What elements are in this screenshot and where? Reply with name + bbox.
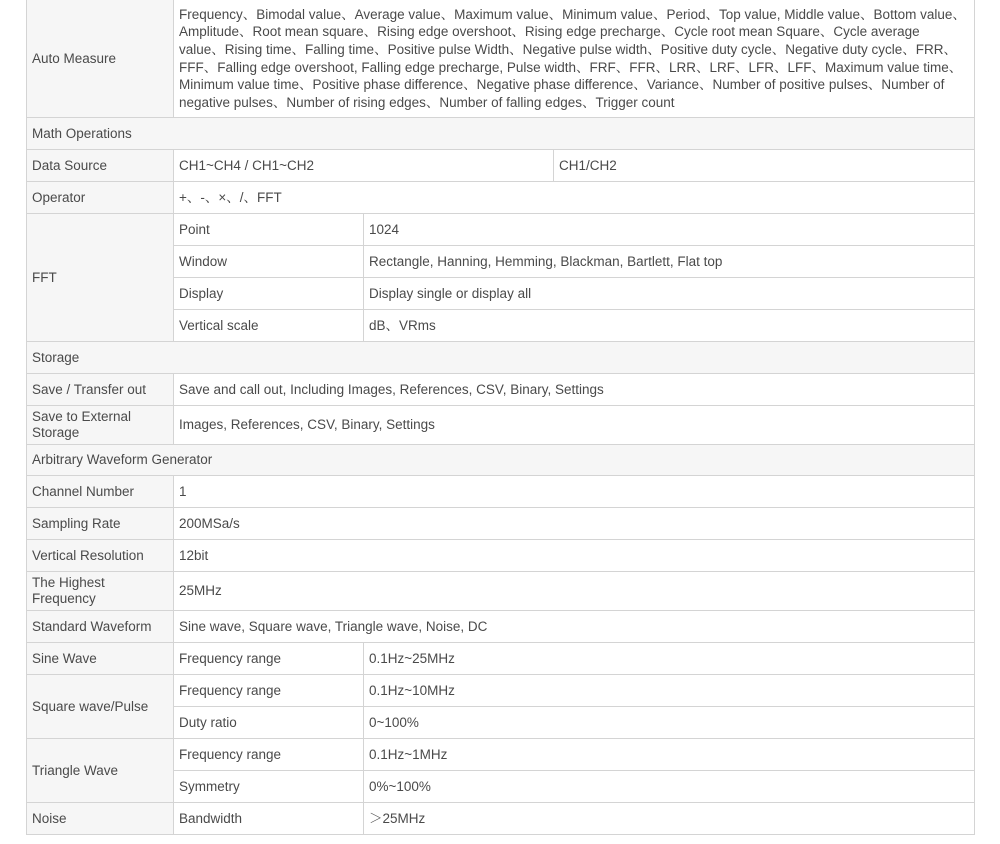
sine-frequency-label: Frequency range	[174, 643, 364, 675]
data-source-row	[27, 150, 975, 182]
data-source-value-b: CH1/CH2	[554, 150, 975, 182]
spec-table	[26, 0, 975, 835]
auto-measure-row	[27, 0, 975, 118]
square-wave-label: Square wave/Pulse	[27, 675, 174, 739]
awg-heading-row	[27, 445, 975, 476]
data-source-value-a: CH1~CH4 / CH1~CH2	[174, 150, 554, 182]
fft-display-value: Display single or display all	[364, 278, 975, 310]
fft-vertical-scale-label: Vertical scale	[174, 310, 364, 342]
save-external-label: Save to External Storage	[27, 406, 174, 445]
fft-vertical-scale-value: dB、VRms	[364, 310, 975, 342]
fft-display-label: Display	[174, 278, 364, 310]
awg-heading: Arbitrary Waveform Generator	[27, 445, 975, 476]
fft-point-label: Point	[174, 214, 364, 246]
auto-measure-label: Auto Measure	[27, 0, 174, 118]
square-duty-label: Duty ratio	[174, 707, 364, 739]
auto-measure-value: Frequency、Bimodal value、Average value、Maximum value、Minimum value、Period、Top value, Middle value、Bottom value、Amplitude、Root mean square、Rising edge overshoot、Rising edge precharge、Cycle root mean Square、Cycle average value、Rising time、Falling time、Positive pulse Width、Negative pulse width、Positive duty cycle、Negative duty cycle、FRR、FFF、Falling edge overshoot, Falling edge precharge, Pulse width、FRF、FFR、LRR、LRF、LFR、LFF、Maximum value time、Minimum value time、Positive phase difference、Negative phase difference、Variance、Number of positive pulses、Number of negative pulses、Number of rising edges、Number of falling edges、Trigger count	[174, 0, 975, 118]
save-transfer-value: Save and call out, Including Images, References, CSV, Binary, Settings	[174, 374, 975, 406]
fft-window-value: Rectangle, Hanning, Hemming, Blackman, Bartlett, Flat top	[364, 246, 975, 278]
triangle-frequency-row	[27, 739, 975, 771]
operator-label: Operator	[27, 182, 174, 214]
math-operations-heading: Math Operations	[27, 118, 975, 150]
triangle-wave-label: Triangle Wave	[27, 739, 174, 803]
save-transfer-row	[27, 374, 975, 406]
data-source-label: Data Source	[27, 150, 174, 182]
fft-row-point	[27, 214, 975, 246]
math-heading-row	[27, 118, 975, 150]
noise-bandwidth-value: ＞25MHz	[364, 803, 975, 835]
noise-bandwidth-label: Bandwidth	[174, 803, 364, 835]
save-transfer-label: Save / Transfer out	[27, 374, 174, 406]
channel-number-value: 1	[174, 476, 975, 508]
triangle-frequency-label: Frequency range	[174, 739, 364, 771]
operator-row	[27, 182, 975, 214]
square-frequency-label: Frequency range	[174, 675, 364, 707]
channel-number-row	[27, 476, 975, 508]
standard-waveform-row	[27, 611, 975, 643]
fft-point-value: 1024	[364, 214, 975, 246]
sine-frequency-value: 0.1Hz~25MHz	[364, 643, 975, 675]
highest-frequency-value: 25MHz	[174, 572, 975, 611]
standard-waveform-label: Standard Waveform	[27, 611, 174, 643]
standard-waveform-value: Sine wave, Square wave, Triangle wave, Noise, DC	[174, 611, 975, 643]
storage-heading: Storage	[27, 342, 975, 374]
fft-window-label: Window	[174, 246, 364, 278]
save-external-row	[27, 406, 975, 445]
noise-row	[27, 803, 975, 835]
sampling-rate-row	[27, 508, 975, 540]
sine-wave-label: Sine Wave	[27, 643, 174, 675]
operator-value: +、-、×、/、FFT	[174, 182, 975, 214]
square-frequency-value: 0.1Hz~10MHz	[364, 675, 975, 707]
vertical-resolution-row	[27, 540, 975, 572]
highest-frequency-label: The Highest Frequency	[27, 572, 174, 611]
triangle-frequency-value: 0.1Hz~1MHz	[364, 739, 975, 771]
triangle-symmetry-value: 0%~100%	[364, 771, 975, 803]
sampling-rate-label: Sampling Rate	[27, 508, 174, 540]
save-external-value: Images, References, CSV, Binary, Settings	[174, 406, 975, 445]
vertical-resolution-value: 12bit	[174, 540, 975, 572]
vertical-resolution-label: Vertical Resolution	[27, 540, 174, 572]
sampling-rate-value: 200MSa/s	[174, 508, 975, 540]
storage-heading-row	[27, 342, 975, 374]
fft-label: FFT	[27, 214, 174, 342]
highest-frequency-row	[27, 572, 975, 611]
channel-number-label: Channel Number	[27, 476, 174, 508]
sine-wave-row	[27, 643, 975, 675]
square-duty-value: 0~100%	[364, 707, 975, 739]
square-frequency-row	[27, 675, 975, 707]
noise-label: Noise	[27, 803, 174, 835]
triangle-symmetry-label: Symmetry	[174, 771, 364, 803]
